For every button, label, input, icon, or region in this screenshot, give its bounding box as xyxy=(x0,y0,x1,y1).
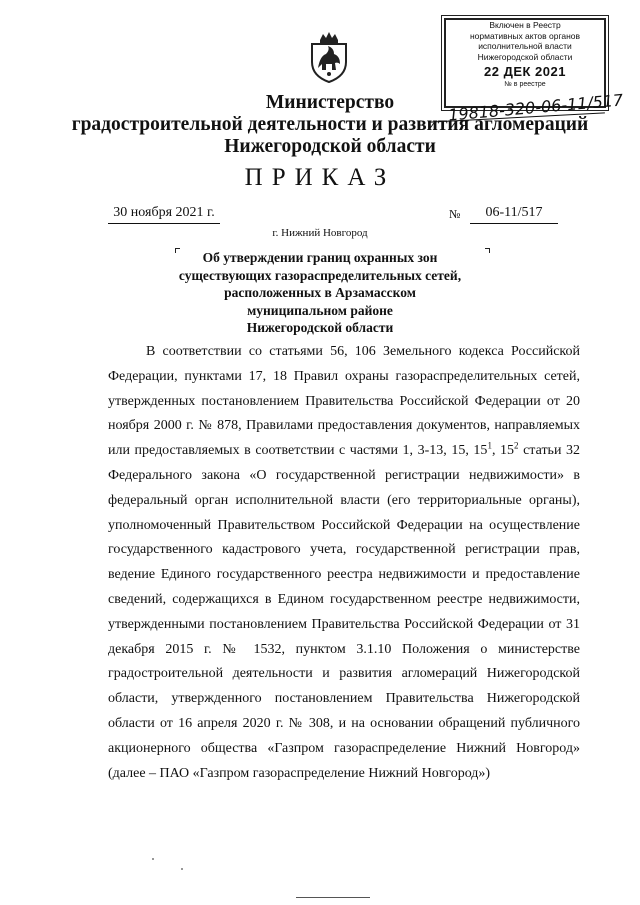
page-edge-line xyxy=(296,897,370,898)
stamp-line: нормативных актов органов xyxy=(469,30,581,41)
ministry-name-line-1: Министерство xyxy=(265,92,395,113)
superscript: 2 xyxy=(514,440,519,451)
subject-line: Об утверждении границ охранных зон xyxy=(202,250,438,265)
handwritten-registry-number: 19818-320-06-11/517 xyxy=(447,90,624,125)
body-text-part: 15 xyxy=(500,443,515,459)
document-title: ПРИКАЗ xyxy=(244,164,396,191)
city: г. Нижний Новгород xyxy=(272,227,368,239)
subject-line: существующих газораспределительных сетей, xyxy=(178,267,462,283)
corner-mark-right xyxy=(485,248,490,253)
superscript: 1 xyxy=(487,440,492,451)
subject-line: расположенных в Арзамасском xyxy=(224,285,416,300)
subject-line: муниципальном районе xyxy=(247,302,393,318)
scan-speck xyxy=(152,858,154,860)
stamp-reg-label: № в реестре xyxy=(504,81,546,88)
order-date: 30 ноября 2021 г. xyxy=(108,205,220,224)
stamp-line: исполнительной власти xyxy=(478,41,572,51)
order-number: 06-11/517 xyxy=(470,205,558,224)
ministry-name-line-2: градостроительной деятельности и развития агломераций xyxy=(71,114,589,135)
stamp-line: Нижегородской области xyxy=(477,51,573,62)
body-text-part: В соответствии со статьями 56, 106 Земельного кодекса Российской Федерации, пунктами 17, 18 Правил охраны газораспределительных сетей, утвержденных постановлением Правительства Российской Федерации от 20 ноября 2000 г. № 878, Правилами предоставления документов, направляемых или предоставляемых в соответствии с частями 1, 3-13, 15, 15 xyxy=(108,344,580,459)
body-text-part: , xyxy=(491,443,501,459)
subject-line: Нижегородской области xyxy=(246,320,394,335)
ministry-name-line-3: Нижегородской области xyxy=(224,136,436,157)
body-paragraph xyxy=(108,340,580,786)
number-sign: № xyxy=(449,207,461,221)
order-subject xyxy=(170,249,470,337)
body-text-part: статьи 32 Федерального закона «О государственной регистрации недвижимости» в федеральный орган исполнительной власти (его территориальные органы), уполномоченный Правительством Российской Федерации на осуществление государственного кадастрового учета, государственной регистрации прав, ведение Единого государственного реестра недвижимости и предоставление сведений, содержащихся в Едином государственном реестре недвижимости, утвержденными постановлением Правительства Российской Федерации от 31 декабря 2015 г. № 1532, пунктом 3.1.10 Положения о министерстве градостроительной деятельности и развития агломераций Нижегородской области, утвержденного постановлением Правительства Нижегородской области от 16 апреля 2020 г. № 308, и на основании обращений публичного акционерного общества «Газпром газораспределение Нижний Новгород» (далее – ПАО «Газпром газораспределение Нижний Новгород») xyxy=(108,443,581,781)
stamp-date: 22 ДЕК 2021 xyxy=(484,64,566,79)
stamp-line: Включен в Реестр xyxy=(489,20,561,30)
coat-of-arms-icon xyxy=(308,32,350,84)
scan-speck xyxy=(181,868,183,870)
